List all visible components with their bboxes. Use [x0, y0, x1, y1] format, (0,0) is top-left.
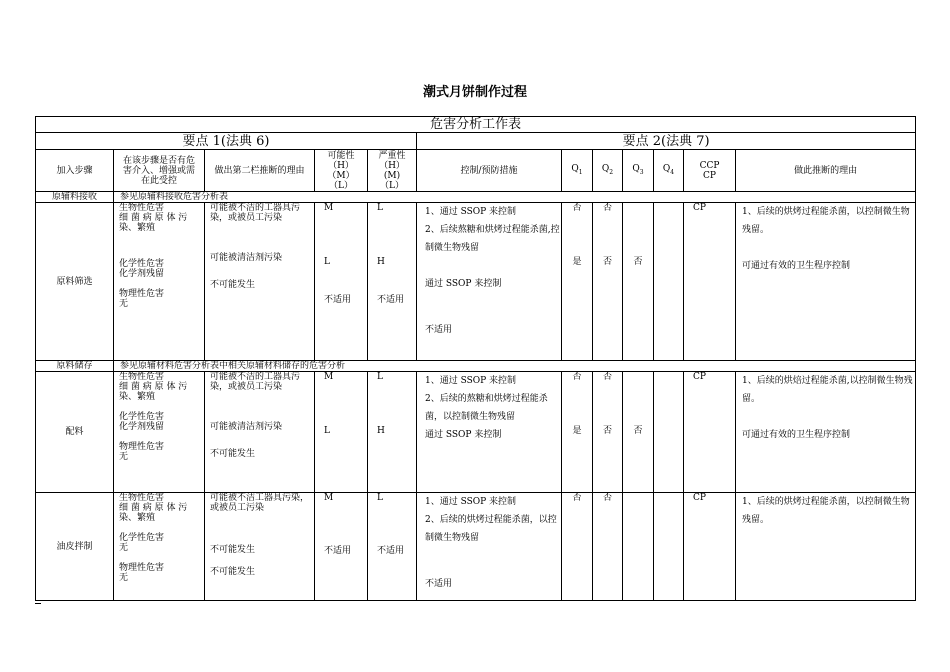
header-judge: 做此推断的理由 — [736, 150, 916, 192]
document-title: 潮式月饼制作过程 — [422, 85, 527, 100]
ccp-cell: CP — [684, 203, 736, 361]
q3-cell — [623, 493, 654, 601]
section-label-storage: 原料储存 — [36, 361, 114, 372]
hazard-cell: 生物性危害 细 菌 病 原 体 污染、繁殖 化学性危害 化学剂残留 物理性危害 无 — [114, 203, 205, 361]
q1-cell: 否 是 — [562, 372, 593, 493]
q4-cell — [654, 203, 684, 361]
likelihood-cell: M 不适用 — [315, 493, 368, 601]
header-severity: 严重性 （H） (M) （L） — [368, 150, 417, 192]
likelihood-cell: M L 不适用 — [315, 203, 368, 361]
control-cell: 1、通过 SSOP 来控制 2、后续的熬糖和烘烤过程能杀菌，以控制微生物残留 通过 SSOP 来控制 — [417, 372, 562, 493]
q1-cell: 否 — [562, 493, 593, 601]
ccp-cell: CP — [684, 493, 736, 601]
judge-cell: 1、后续的烘烤过程能杀菌，以控制微生物残留。 — [736, 493, 916, 601]
page-bottom-mark — [35, 603, 41, 604]
table-row — [36, 203, 916, 361]
control-cell: 1、通过 SSOP 来控制 2、后续的烘烤过程能杀菌，以控制微生物残留 不适用 — [417, 493, 562, 601]
hazard-analysis-table — [35, 116, 916, 601]
header-hazard: 在该步骤是否有危害介入、增强或需在此受控 — [114, 150, 205, 192]
q1-cell: 否 是 — [562, 203, 593, 361]
q3-cell: 否 — [623, 203, 654, 361]
q4-cell — [654, 493, 684, 601]
q2-cell: 否 否 — [593, 372, 623, 493]
step-cell: 油皮拌制 — [36, 493, 114, 601]
q3-cell: 否 — [623, 372, 654, 493]
likelihood-cell: M L — [315, 372, 368, 493]
control-cell: 1、通过 SSOP 来控制 2、后续熬糖和烘烤过程能杀菌,控制微生物残留 通过 SSOP 来控制 不适用 — [417, 203, 562, 361]
header-q2: $Q_2$ — [593, 150, 623, 192]
table-row — [36, 493, 916, 601]
q2-cell: 否 否 — [593, 203, 623, 361]
reason-cell: 可能被不洁工器具污染，或被员工污染 不可能发生 不可能发生 — [205, 493, 315, 601]
section-text-storage: 参见原辅材料危害分析表中相关原辅材料储存的危害分析 — [114, 361, 916, 372]
header-q3: $Q_3$ — [623, 150, 654, 192]
severity-cell: L H — [368, 372, 417, 493]
q2-cell: 否 — [593, 493, 623, 601]
judge-cell: 1、后续的烘烤过程能杀菌，以控制微生物残留。 可通过有效的卫生程序控制 — [736, 203, 916, 361]
table-row — [36, 372, 916, 493]
header-likelihood: 可能性 （H） （M） （L） — [315, 150, 368, 192]
ccp-cell: CP — [684, 372, 736, 493]
q4-cell — [654, 372, 684, 493]
step-cell: 原料筛选 — [36, 203, 114, 361]
header-step: 加入步骤 — [36, 150, 114, 192]
hazard-cell: 生物性危害 细 菌 病 原 体 污染、繁殖 化学性危害 无 物理性危害 无 — [114, 493, 205, 601]
judge-cell: 1、后续的烘焙过程能杀菌,以控制微生物残留。 可通过有效的卫生程序控制 — [736, 372, 916, 493]
header-reason: 做出第二栏推断的理由 — [205, 150, 315, 192]
step-cell: 配料 — [36, 372, 114, 493]
reason-cell: 可能被不洁的工器具污染，或被员工污染 可能被清洁剂污染 不可能发生 — [205, 372, 315, 493]
severity-cell: L H 不适用 — [368, 203, 417, 361]
header-control: 控制/预防措施 — [417, 150, 562, 192]
severity-cell: L 不适用 — [368, 493, 417, 601]
hazard-cell: 生物性危害 细 菌 病 原 体 污染、繁殖 化学性危害 化学剂残留 物理性危害 无 — [114, 372, 205, 493]
header-q1: $Q_1$ — [562, 150, 593, 192]
group-right-header: 要点 2(法典 7) — [417, 133, 916, 150]
reason-cell: 可能被不洁的工器具污染，或被员工污染 可能被清洁剂污染 不可能发生 — [205, 203, 315, 361]
section-text-receiving: 参见原辅料接收危害分析表 — [114, 192, 916, 203]
group-left-header: 要点 1(法典 6) — [36, 133, 417, 150]
table-title: 危害分析工作表 — [36, 117, 916, 133]
header-ccp: CCP CP — [684, 150, 736, 192]
header-q4: $Q_4$ — [654, 150, 684, 192]
section-label-receiving: 原辅料接收 — [36, 192, 114, 203]
